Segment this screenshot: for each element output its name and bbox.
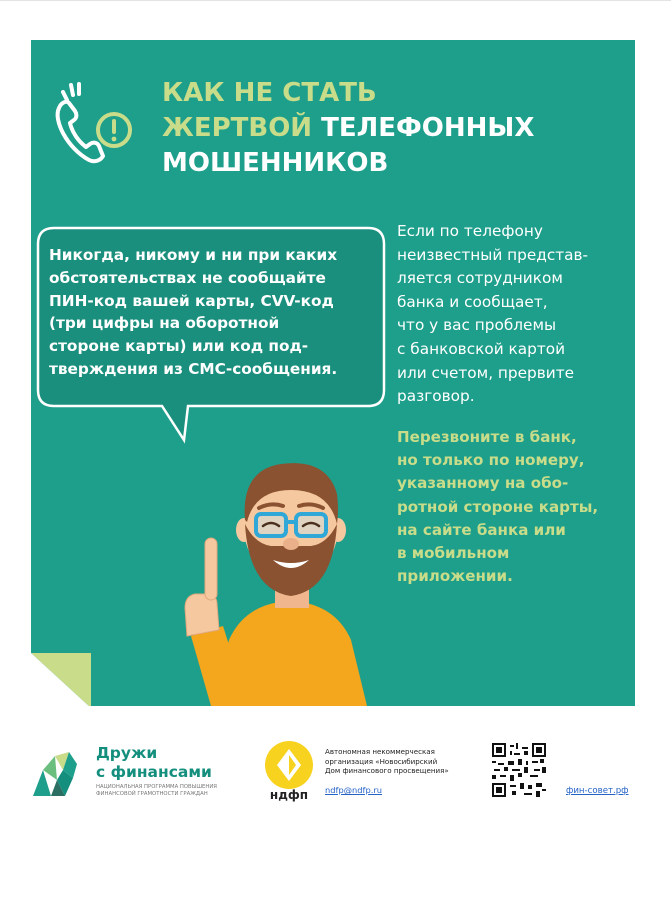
qr-code[interactable] [492,743,546,797]
org-line: Автономная некоммерческая [325,747,435,756]
info-line: неизвестный представ- [397,245,589,264]
druzhi-s-finansami-logo [33,750,77,796]
info-line: что у вас проблемы [397,316,557,335]
org-line: Дом финансового просвещения» [325,766,449,775]
ndfp-logo [264,740,314,790]
title-line-1: КАК НЕ СТАТЬ [162,78,377,108]
advice-line: но только по номеру, [397,451,585,470]
bubble-line: тверждения из СМС-сообщения. [49,359,338,378]
info-line: или счетом, прервите [397,363,575,382]
program-title-line: с финансами [96,762,212,781]
advice-line: приложении. [397,567,513,586]
program-title [96,744,236,781]
title-line-2-rest: ТЕЛЕФОННЫХ [321,113,535,143]
advice-line: указанному на обо- [397,474,569,493]
info-line: Если по телефону [397,222,543,240]
website-link[interactable]: фин-совет.рф [566,786,629,796]
info-line: банка и сообщает, [397,292,548,311]
ndfp-name: ндфп [269,788,309,802]
advice-line: на сайте банка или [397,520,566,539]
info-text [397,220,632,409]
page-fold-corner [31,653,91,706]
bubble-line: (три цифры на оборотной [49,314,280,333]
organization-name [325,747,465,776]
program-subtitle-line: НАЦИОНАЛЬНАЯ ПРОГРАММА ПОВЫШЕНИЯ [96,784,217,790]
title-accent-word: ЖЕРТВОЙ [162,113,313,143]
bubble-line: ПИН-код вашей карты, CVV-код [49,291,334,310]
page-title [162,76,602,181]
advice-line: Перезвоните в банк, [397,428,577,446]
advice-line: ротной стороне карты, [397,497,599,516]
phone-alert-icon [41,70,141,170]
info-line: с банковской картой [397,339,566,358]
top-border [0,0,671,1]
program-subtitle [96,784,241,798]
footer [0,720,671,830]
info-line: разговор. [397,387,475,406]
advice-text [397,426,632,588]
advice-line: в мобильном [397,544,510,563]
bubble-line: стороне карты) или код под- [49,337,309,356]
program-subtitle-line: ФИНАНСОВОЙ ГРАМОТНОСТИ ГРАЖДАН [96,791,208,797]
bubble-warning-text [49,244,374,381]
org-line: организация «Новосибирский [325,756,438,766]
title-line-3: МОШЕННИКОВ [162,148,389,178]
email-link[interactable]: ndfp@ndfp.ru [325,785,383,795]
program-title-line: Дружи [96,744,158,762]
poster [31,40,635,706]
bubble-line: обстоятельствах не сообщайте [49,268,326,287]
bubble-line: Никогда, никому и ни при каких [49,246,338,264]
bearded-man-illustration [151,440,411,706]
speech-bubble [38,228,384,406]
info-line: ляется сотрудником [397,269,563,288]
